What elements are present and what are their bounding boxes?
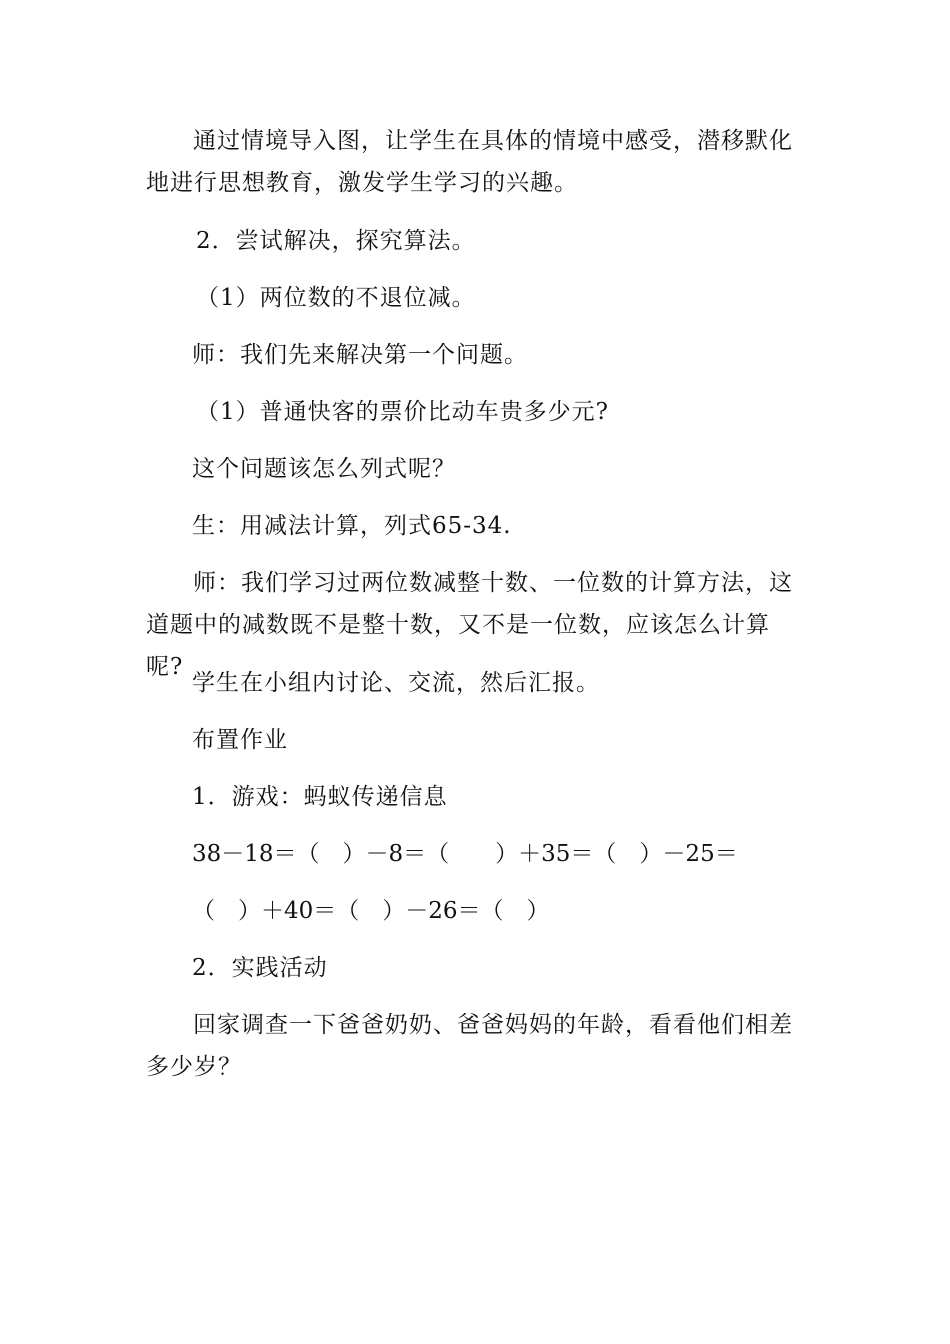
paragraph-practice-title: 2．实践活动 [192,955,328,981]
paragraph-intro: 通过情境导入图，让学生在具体的情境中感受，潜移默化地进行思想教育，激发学生学习的兴趣。 [146,128,793,196]
paragraph-equation-chain-2: （ ）＋40＝（ ）－26＝（ ） [192,898,550,924]
paragraph-teacher-1: 师：我们先来解决第一个问题。 [192,342,528,368]
paragraph-prompt: 这个问题该怎么列式呢？ [192,456,456,482]
paragraph-step-2: 2．尝试解决，探究算法。 [196,228,476,254]
paragraph-homework-title: 布置作业 [192,727,288,753]
paragraph-student-1: 生：用减法计算，列式65-34. [192,513,512,539]
paragraph-discussion: 学生在小组内讨论、交流，然后汇报。 [192,670,600,696]
paragraph-teacher-2: 师：我们学习过两位数减整十数、一位数的计算方法，这道题中的减数既不是整十数，又不是一位数，应该怎么计算呢? [146,570,793,680]
paragraph-practice-task: 回家调查一下爸爸奶奶、爸爸妈妈的年龄，看看他们相差多少岁？ [146,1012,793,1080]
paragraph-question-1: （1）普通快客的票价比动车贵多少元? [196,399,609,425]
paragraph-equation-chain-1: 38－18＝（ ）－8＝（ ）＋35＝（ ）－25＝ [192,841,738,867]
paragraph-subtitle-1: （1）两位数的不退位减。 [196,285,476,311]
paragraph-game-title: 1．游戏：蚂蚁传递信息 [192,784,448,810]
